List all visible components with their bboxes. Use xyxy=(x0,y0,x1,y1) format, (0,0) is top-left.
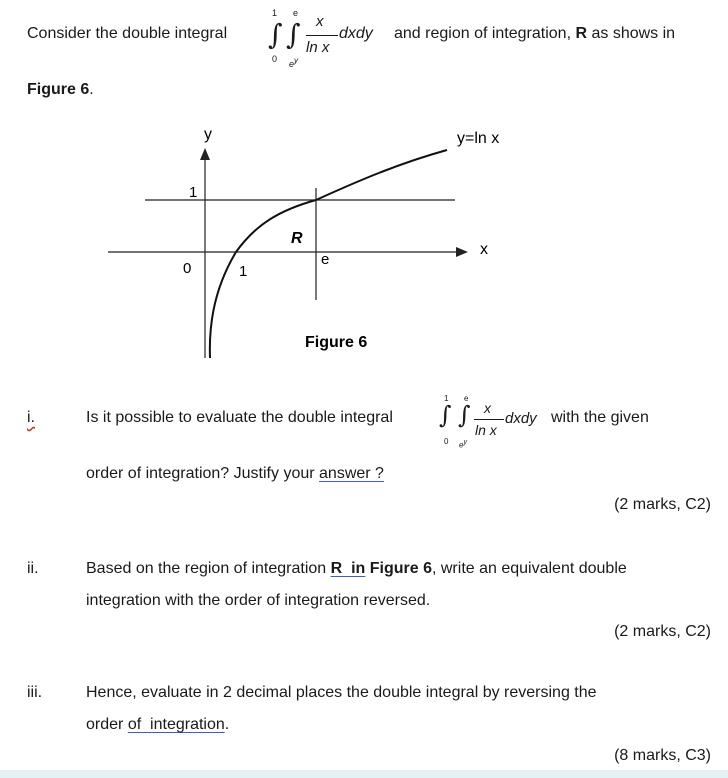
region-label: R xyxy=(291,230,303,247)
figure-6-diagram xyxy=(0,0,728,380)
x-axis-arrow xyxy=(456,247,468,257)
fraction-denominator: ln x xyxy=(306,39,330,56)
question-text-line2: order of integration. xyxy=(86,716,230,733)
question-text: Hence, evaluate in 2 decimal places the double integral by reversing the xyxy=(86,684,597,701)
question-number: iii. xyxy=(27,684,43,701)
integral-sign: ∫ xyxy=(439,401,452,429)
intro-text-suffix: and region of integration, R as shows in xyxy=(394,25,676,42)
question-text-line2: order of integration? Justify your answer ? xyxy=(86,465,384,482)
x-tick-e: e xyxy=(321,251,330,268)
outer-lower-limit: 0 xyxy=(444,437,449,446)
y-tick-1: 1 xyxy=(189,184,198,201)
x-axis-label: x xyxy=(480,241,488,258)
curve-label: y=ln x xyxy=(457,130,500,147)
question-text-line2: integration with the order of integration reversed. xyxy=(86,592,431,609)
figure-caption: Figure 6 xyxy=(305,334,368,351)
figure-reference: Figure 6. xyxy=(27,81,94,98)
fraction-numerator: x xyxy=(484,400,491,416)
intro-text: Consider the double integral xyxy=(27,25,228,42)
fraction-numerator: x xyxy=(316,13,324,30)
outer-upper-limit: 1 xyxy=(444,394,449,403)
origin-label: 0 xyxy=(183,260,192,277)
differential: dxdy xyxy=(505,410,537,427)
y-axis-label: y xyxy=(204,126,212,143)
fraction-bar xyxy=(474,419,504,420)
fraction-denominator: ln x xyxy=(475,422,497,438)
question-number: ii. xyxy=(27,560,39,577)
integral-sign: ∫ xyxy=(286,18,301,51)
question-text: with the given xyxy=(551,409,649,426)
marks: (2 marks, C2) xyxy=(614,496,711,513)
bottom-bar xyxy=(0,770,728,778)
outer-upper-limit: 1 xyxy=(272,8,278,18)
integral-sign: ∫ xyxy=(268,18,283,51)
question-text: Based on the region of integration R in Figure 6, write an equivalent double xyxy=(86,560,627,577)
inner-upper-limit: e xyxy=(293,8,299,18)
marks: (8 marks, C3) xyxy=(614,747,711,764)
question-text: Is it possible to evaluate the double integral xyxy=(86,409,393,426)
outer-lower-limit: 0 xyxy=(272,54,278,64)
x-tick-1: 1 xyxy=(239,263,248,280)
y-axis-arrow xyxy=(200,148,210,160)
differential: dxdy xyxy=(339,25,373,42)
integral-sign: ∫ xyxy=(458,401,471,429)
marks: (2 marks, C2) xyxy=(614,623,711,640)
inner-lower-limit: $e^y$ xyxy=(459,439,467,450)
question-number: i. xyxy=(27,409,35,426)
inner-upper-limit: e xyxy=(464,394,469,403)
inner-lower-limit: $e^y$ xyxy=(289,56,299,69)
